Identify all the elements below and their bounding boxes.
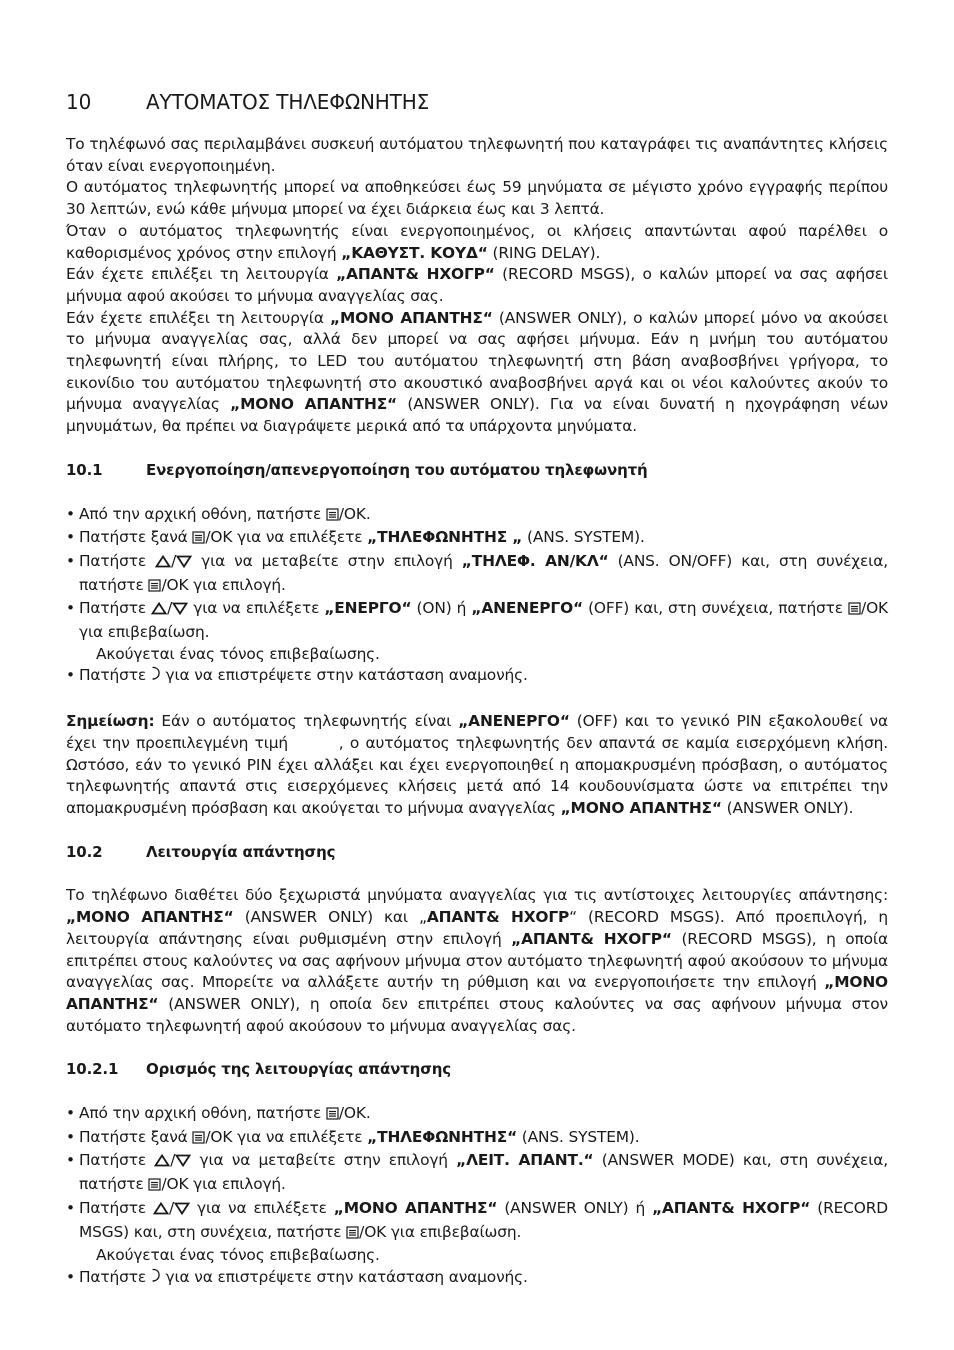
manual-page xyxy=(66,88,893,1291)
up-triangle-icon xyxy=(155,553,171,575)
list-item: • Πατήστε / για να μεταβείτε στην επιλογή „ΛΕΙΤ. ΑΠΑΝΤ.“ (ANSWER MODE) και, στη συνέχεια, πατήστε /OK για επιλογή. xyxy=(66,1150,888,1197)
intro-paragraph-3: Όταν ο αυτόματος τηλεφωνητής είναι ενεργοποιημένος, οι κλήσεις απαντώνται αφού παρέλθει ο καθορισμένος χρόνος στην επιλογή „ΚΑΘΥΣΤ. ΚΟΥΔ“ (RING DELAY). xyxy=(66,221,888,262)
list-item: • Πατήστε / για να επιλέξετε „ΕΝΕΡΓΟ“ (ON) ή „ΑΝΕΝΕΡΓΟ“ (OFF) και, στη συνέχεια, πατήστε /OK για επιβεβαίωση. xyxy=(66,599,888,642)
section-number: 10.2.1 xyxy=(66,1060,119,1079)
chapter-title: ΑΥΤΟΜΑΤΟΣ ΤΗΛΕΦΩΝΗΤΗΣ xyxy=(146,90,430,114)
chapter-heading xyxy=(66,88,888,116)
down-triangle-icon xyxy=(175,1152,191,1174)
menu-key-icon xyxy=(848,600,861,622)
section-heading-10-2-1 xyxy=(66,1059,888,1081)
note-paragraph: Σημείωση: Εάν ο αυτόματος τηλεφωνητής είναι „ΑΝΕΝΕΡΓΟ“ (OFF) και το γενικό PIN εξακολουθεί να έχει την προεπιλεγμένη τιμή , ο αυτόματος τηλεφωνητής δεν απαντά σε καμία εισερχόμενη κλήση. Ωστόσο, εάν το γενικό PIN έχει αλλάξει και έχει ενεργοποιηθεί η απομακρυσμένη πρόσβαση, ο αυτόματος τηλεφωνητής απαντά στις εισερχόμενες κλήσεις μετά από 14 κουδουνίσματα ώστε να επιτρέπει την απομακρυσμένη πρόσβαση και ακούγεται το μήνυμα αναγγελίας „ΜΟΝΟ ΑΠΑΝΤΗΣ“ (ANSWER ONLY). xyxy=(66,712,893,817)
section-title: Λειτουργία απάντησης xyxy=(146,842,336,861)
section-title: Ενεργοποίηση/απενεργοποίηση του αυτόματου τηλεφωνητή xyxy=(146,460,648,479)
list-item: • Από την αρχική οθόνη, πατήστε /OK. xyxy=(66,504,888,528)
end-call-icon xyxy=(151,666,161,689)
list-item: • Πατήστε / για να επιλέξετε „ΜΟΝΟ ΑΠΑΝΤΗΣ“ (ANSWER ONLY) ή „ΑΠΑΝΤ& ΗΧΟΓΡ“ (RECORD MSGS) και, στη συνέχεια, πατήστε /OK για επιβεβαίωση. xyxy=(66,1198,888,1245)
menu-key-icon xyxy=(192,529,205,551)
up-triangle-icon xyxy=(153,1200,169,1222)
menu-key-icon xyxy=(326,1105,339,1127)
up-triangle-icon xyxy=(151,600,167,622)
list-item: • Πατήστε για να επιστρέψετε στην κατάσταση αναμονής. xyxy=(66,1267,888,1291)
menu-key-icon xyxy=(192,1129,205,1151)
up-triangle-icon xyxy=(154,1152,170,1174)
answer-mode-paragraph: Το τηλέφωνο διαθέτει δύο ξεχωριστά μηνύματα αναγγελίας για τις αντίστοιχες λειτουργίες απάντησης: „ΜΟΝΟ ΑΠΑΝΤΗΣ“ (ANSWER ONLY) και „ΑΠΑΝΤ& ΗΧΟΓΡ“ (RECORD MSGS). Από προεπιλογή, η λειτουργία απάντησης είναι ρυθμισμένη στην επιλογή „ΑΠΑΝΤ& ΗΧΟΓΡ“ (RECORD MSGS), η οποία επιτρέπει στους καλούντες να σας αφήνουν μήνυμα στον αυτόματο τηλεφωνητή αφού ακούσουν το μήνυμα αναγγελίας σας. Μπορείτε να αλλάξετε αυτήν τη ρύθμιση και να ενεργοποιήσετε την επιλογή „ΜΟΝΟ ΑΠΑΝΤΗΣ“ (ANSWER ONLY), η οποία δεν επιτρέπει στους καλούντες να σας αφήνουν μήνυμα στον αυτόματο τηλεφωνητή αφού ακούσουν το μήνυμα αναγγελίας σας. xyxy=(66,886,888,1035)
end-call-icon xyxy=(151,1268,161,1291)
down-triangle-icon xyxy=(176,553,192,575)
menu-key-icon xyxy=(148,577,161,599)
section-heading-10-1 xyxy=(66,460,888,482)
section-number: 10.2 xyxy=(66,842,103,861)
section-heading-10-2 xyxy=(66,842,888,864)
list-item: • Πατήστε ξανά /OK για να επιλέξετε „ΤΗΛΕΦΩΝΗΤΗΣ „ (ANS. SYSTEM). xyxy=(66,527,888,551)
intro-paragraph-4: Εάν έχετε επιλέξει τη λειτουργία „ΑΠΑΝΤ& ΗΧΟΓΡ“ (RECORD MSGS), ο καλών μπορεί να σας αφήσει μήνυμα αφού ακούσει το μήνυμα αναγγελίας σας. xyxy=(66,265,888,305)
intro-paragraph-1: Το τηλέφωνό σας περιλαμβάνει συσκευή αυτόματου τηλεφωνητή που καταγράφει τις αναπάντητες κλήσεις όταν είναι ενεργοποιημένη. xyxy=(66,135,888,175)
intro-paragraph-5: Εάν έχετε επιλέξει τη λειτουργία „ΜΟΝΟ ΑΠΑΝΤΗΣ“ (ANSWER ONLY), ο καλών μπορεί μόνο να ακούσει το μήνυμα αναγγελίας σας, αλλά δεν μπορεί να σας αφήσει μήνυμα. Εάν η μνήμη του αυτόματου τηλεφωνητή είναι πλήρης, το LED του αυτόματου τηλεφωνητή στη βάση αναβοσβήνει γρήγορα, το εικονίδιο του αυτόματου τηλεφωνητή στο ακουστικό αναβοσβήνει αργά και οι νέοι καλούντες ακούν το μήνυμα αναγγελίας „ΜΟΝΟ ΑΠΑΝΤΗΣ“ (ANSWER ONLY). Για να είναι δυνατή η ηχογράφηση νέων μηνυμάτων, θα πρέπει να διαγράψετε μερικά από τα υπάρχοντα μηνύματα. xyxy=(66,308,889,436)
menu-key-icon xyxy=(148,1176,161,1198)
chapter-number: 10 xyxy=(66,90,92,114)
section-number: 10.1 xyxy=(66,460,103,479)
list-item: • Πατήστε για να επιστρέψετε στην κατάσταση αναμονής. xyxy=(66,665,888,689)
section-title: Ορισμός της λειτουργίας απάντησης xyxy=(146,1060,451,1079)
down-triangle-icon xyxy=(172,600,188,622)
down-triangle-icon xyxy=(174,1200,190,1222)
menu-key-icon xyxy=(346,1224,359,1246)
intro-paragraph-2: Ο αυτόματος τηλεφωνητής μπορεί να αποθηκεύσει έως 59 μηνύματα σε μέγιστο χρόνο εγγραφής περίπου 30 λεπτών, ενώ κάθε μήνυμα μπορεί να έχει διάρκεια έως και 3 λεπτά. xyxy=(66,178,888,219)
list-item: • Πατήστε ξανά /OK για να επιλέξετε „ΤΗΛΕΦΩΝΗΤΗΣ“ (ANS. SYSTEM). xyxy=(66,1127,888,1151)
confirmation-tone-text: Ακούγεται ένας τόνος επιβεβαίωσης. xyxy=(96,1246,380,1265)
list-item: • Από την αρχική οθόνη, πατήστε /OK. xyxy=(66,1103,888,1127)
list-item: • Πατήστε / για να μεταβείτε στην επιλογή „ΤΗΛΕΦ. ΑΝ/ΚΛ“ (ANS. ON/OFF) και, στη συνέχεια, πατήστε /OK για επιλογή. xyxy=(66,551,888,598)
menu-key-icon xyxy=(326,506,339,528)
confirmation-tone-text: Ακούγεται ένας τόνος επιβεβαίωσης. xyxy=(96,644,380,663)
